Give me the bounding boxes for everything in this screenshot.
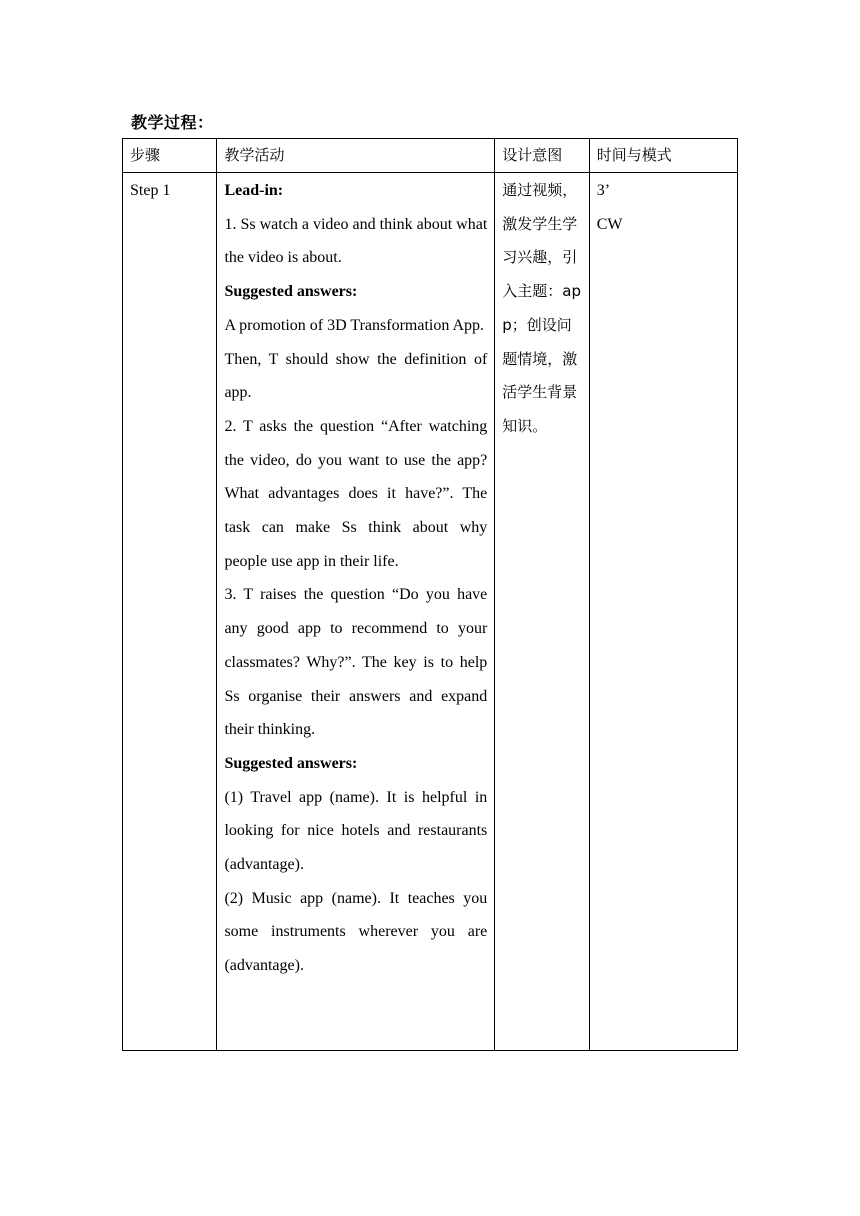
activity-paragraph: (1) Travel app (name). It is helpful in looking for nice hotels and restaurants (advantage). (224, 788, 488, 874)
activity-paragraph: (2) Music app (name). It teaches you some instruments wherever you are (advantage). (224, 889, 488, 975)
time-mode-cell (589, 173, 737, 1051)
suggested-answers-label: Suggested answers: (224, 754, 358, 772)
intent-cell: 通过视频，激发学生学习兴趣，引入主题：app；创设问题情境，激活学生背景知识。 (495, 173, 589, 1051)
time-value: 3’ (596, 182, 611, 199)
step-cell: Step 1 (123, 173, 217, 1051)
table-header-row (123, 139, 738, 173)
header-step: 步骤 (123, 139, 217, 173)
header-activity: 教学活动 (217, 139, 495, 173)
activity-paragraph: 3. T raises the question “Do you have any good app to recommend to your classmates? Why?”. The key is to help Ss organise their answers and expand their thinking. (224, 586, 488, 739)
activity-paragraph: A promotion of 3D Transformation App. (224, 316, 484, 334)
lesson-table (122, 138, 738, 1051)
header-intent: 设计意图 (495, 139, 589, 173)
activity-paragraph: 1. Ss watch a video and think about what the video is about. (224, 215, 488, 267)
activity-paragraph: Then, T should show the definition of app. (224, 350, 488, 402)
mode-value: CW (596, 215, 623, 233)
section-heading: 教学过程： (131, 113, 214, 132)
table-row (123, 173, 738, 1051)
activity-paragraph: 2. T asks the question “After watching the video, do you want to use the app? What advantages does it have?”. The task can make Ss think about why people use app in their life. (224, 417, 488, 570)
activity-cell (217, 173, 495, 1051)
header-time-mode: 时间与模式 (589, 139, 737, 173)
activity-title: Lead-in: (224, 182, 284, 199)
suggested-answers-label: Suggested answers: (224, 283, 358, 301)
